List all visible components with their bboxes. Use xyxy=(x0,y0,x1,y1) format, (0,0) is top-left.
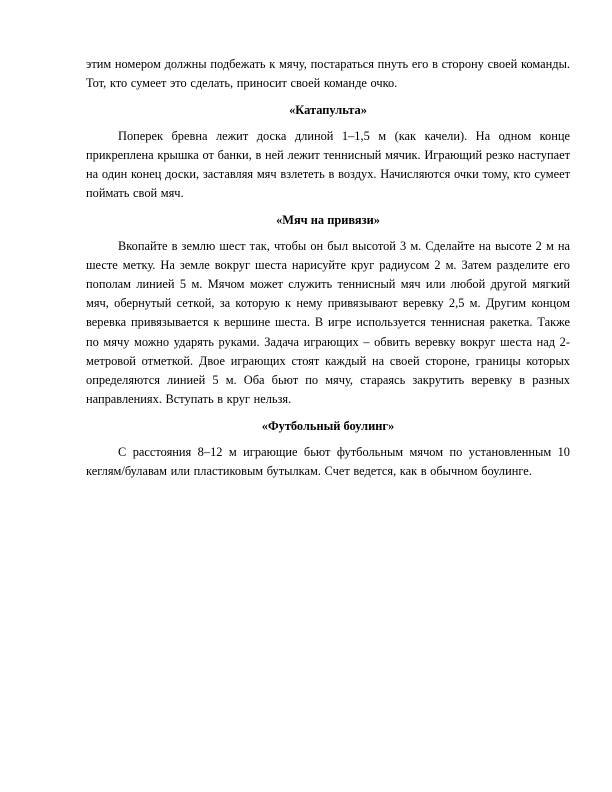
document-page xyxy=(86,55,570,481)
section-tethered-ball xyxy=(86,211,570,409)
section-text-catapult: Поперек бревна лежит доска длиной 1–1,5 м (как качели). На одном конце прикреплена крышка от банки, в ней лежит теннисный мячик. Играющий резко наступает на один конец доски, заставляя мяч взлететь в воздух. Начисляются очки тому, кто сумеет поймать свой мяч. xyxy=(86,128,570,201)
section-title-tethered-ball: «Мяч на привязи» xyxy=(276,213,380,228)
section-text-football-bowling: С расстояния 8–12 м играющие бьют футбольным мячом по установленным 10 кеглям/булавам или пластиковым бутылкам. Счет ведется, как в обычном боулинге. xyxy=(86,444,570,478)
section-title-football-bowling: «Футбольный боулинг» xyxy=(261,419,395,434)
section-title-catapult: «Катапульта» xyxy=(289,103,367,118)
section-text-tethered-ball: Вкопайте в землю шест так, чтобы он был высотой 3 м. Сделайте на высоте 2 м на шесте метку. На земле вокруг шеста нарисуйте круг радиусом 2 м. Затем разделите его пополам линией 5 м. Мячом может служить теннисный мяч или любой другой мягкий мяч, обернутый сеткой, за которую к нему привязывают веревку 2,5 м. Другим концом веревка привязывается к вершине шеста. В игре используется теннисная ракетка. Также по мячу можно ударять руками. Задача играющих – обвить веревку вокруг шеста над 2-метровой отметкой. Двое играющих стоят каждый на своей стороне, границы которых определяются линией 5 м. Оба бьют по мячу, стараясь закрутить веревку в разных направлениях. Вступать в круг нельзя. xyxy=(86,238,570,407)
section-football-bowling xyxy=(86,417,570,481)
intro-paragraph: этим номером должны подбежать к мячу, постараться пнуть его в сторону своей команды. Тот, кто сумеет это сделать, приносит своей команде очко. xyxy=(86,57,570,91)
section-catapult xyxy=(86,101,570,203)
